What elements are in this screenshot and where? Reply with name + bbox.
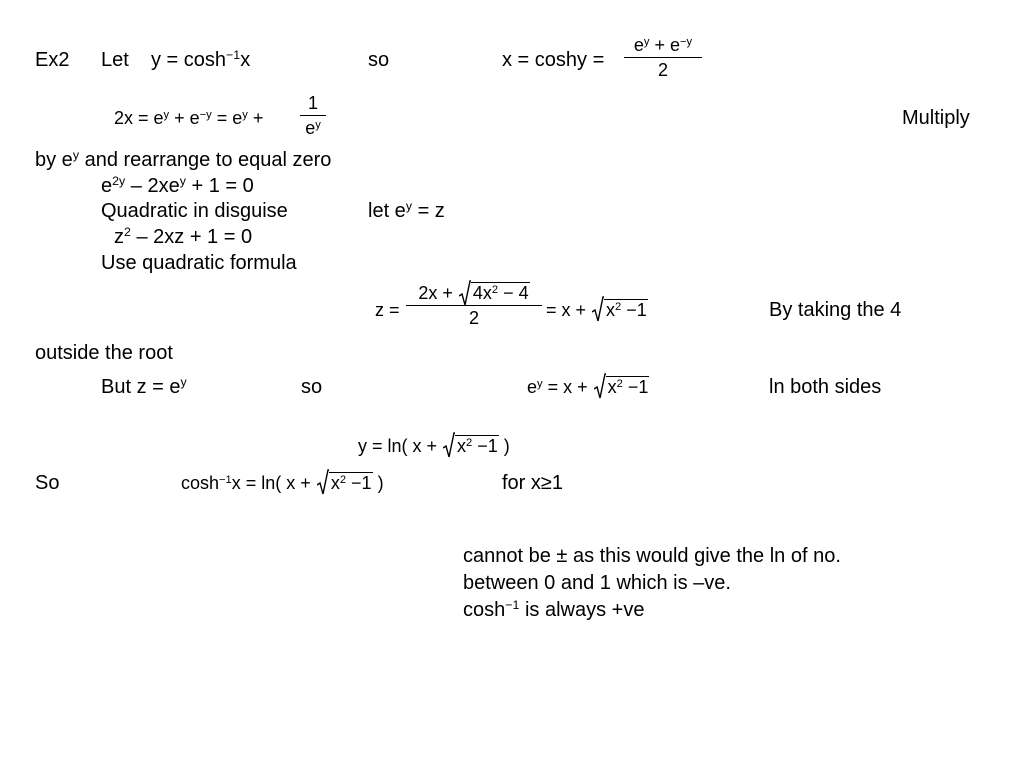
- equation-quadratic-z: $z^2 - 2xz + 1 = 0$: [114, 225, 253, 248]
- example-label: Ex2: [35, 49, 70, 71]
- square-root-x2-minus-1: $x^2 -1$: [592, 298, 648, 322]
- x-equals-cosh-y: x = coshy =: [502, 49, 605, 71]
- cosh-exponential-fraction: $e^y + e^{-y}$ 2: [624, 34, 702, 81]
- substitution-let-ey-z: let $e^y = z$: [368, 199, 445, 222]
- multiply-word: Multiply: [902, 107, 970, 129]
- by-taking-the-4-note: By taking the 4: [769, 299, 902, 321]
- note-arccosh-always-positive: $\cosh^{-1}$ is always +ve: [463, 598, 645, 621]
- square-root-x2-minus-1: $x^2 -1$: [443, 434, 499, 458]
- square-root-x2-minus-1: $x^2 -1$: [594, 375, 650, 399]
- let-word: Let: [101, 49, 129, 71]
- outside-the-root-note: outside the root: [35, 342, 173, 364]
- equation-e2y: $e^{2y} - 2xe^y + 1 = 0$: [101, 174, 254, 197]
- ey-equals-root-expression: $e^y = x$ + $x^2 -1$: [527, 375, 649, 399]
- equation-2x-exponentials: $2x = e^y + e^{-y} = e^y$ +: [114, 108, 264, 128]
- square-root-4x2-minus-4: $4x^2 - 4$: [459, 282, 530, 304]
- ln-both-sides-note: ln both sides: [769, 376, 882, 398]
- arccosh-result: $\cosh^{-1}x = \ln$( x + $x^2 -1$ ): [181, 471, 384, 495]
- so-word-2: so: [301, 376, 323, 398]
- quadratic-formula-fraction: 2x + $4x^2 - 4$ 2: [406, 282, 542, 329]
- use-quadratic-formula-text: Use quadratic formula: [101, 252, 297, 274]
- reciprocal-ey-fraction: 1 $e^y$: [300, 92, 326, 139]
- y-equals-ln-expression: y = ln( x + $x^2 -1$ ): [358, 434, 510, 458]
- so-conclusion-word: So: [35, 472, 60, 494]
- but-z-equals-ey: But $z = e^y$: [101, 375, 187, 398]
- square-root-x2-minus-1: $x^2 -1$: [317, 471, 373, 495]
- z-equals-label: z =: [375, 300, 400, 320]
- note-cannot-be-plus-minus: cannot be ± as this would give the ln of no.: [463, 545, 841, 567]
- instruction-multiply-by-ey: by $e^y$ and rearrange to equal zero: [35, 148, 332, 171]
- definition-y-arccosh: $y = \cosh^{-1}x$: [151, 48, 251, 71]
- so-word: so: [368, 49, 390, 71]
- note-between-0-and-1: between 0 and 1 which is –ve.: [463, 572, 731, 594]
- simplified-root-expression: = x + $x^2 -1$: [546, 298, 648, 322]
- quadratic-in-disguise-text: Quadratic in disguise: [101, 200, 288, 222]
- domain-condition: for x≥1: [502, 472, 563, 494]
